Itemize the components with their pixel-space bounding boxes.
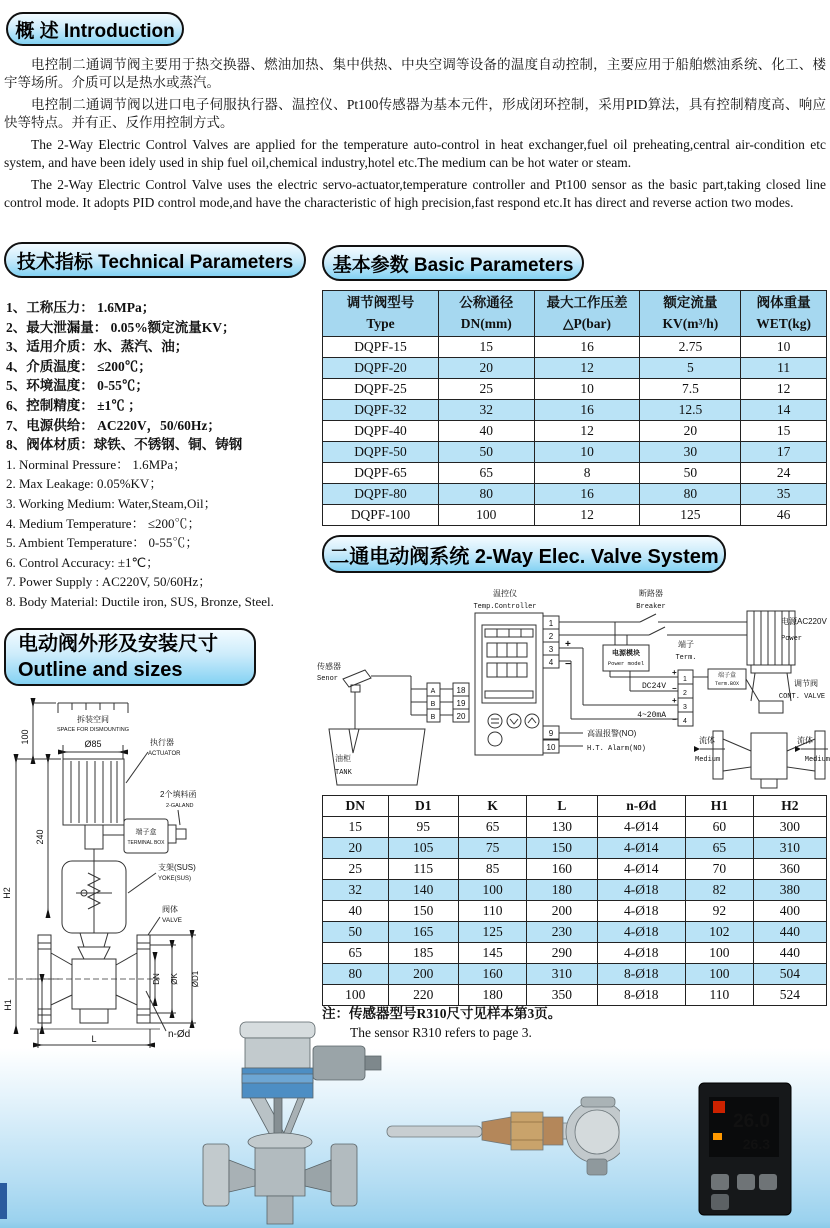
dim-nod: n-Ød: [168, 1029, 191, 1040]
table-cell: 100: [459, 880, 527, 901]
dim-dn: DN: [152, 973, 161, 985]
table-cell: 15: [741, 421, 827, 442]
section-title-text: 概 述 Introduction: [15, 20, 175, 42]
label-gland-zh: 2个填料函: [160, 790, 197, 799]
table-cell: 8-Ø18: [597, 985, 685, 1006]
label-minus-dc: −: [672, 684, 677, 693]
table-cell: 30: [640, 442, 741, 463]
table-cell: 100: [685, 964, 753, 985]
table-cell: 110: [459, 901, 527, 922]
col-header-dn: [438, 291, 534, 337]
tech-item-en: 3. Working Medium: Water,Steam,Oil；: [6, 495, 217, 511]
table-cell: 160: [527, 859, 598, 880]
section-title-basic-parameters: [322, 245, 584, 281]
label-yoke-en: YOKE(SUS): [158, 876, 192, 882]
sensor-photo: [385, 1095, 620, 1187]
tech-items-en: [6, 455, 314, 612]
table-row: [323, 985, 827, 1006]
table-row: [323, 505, 827, 526]
table-row: [323, 901, 827, 922]
table-cell: 310: [753, 838, 826, 859]
table-cell: 125: [459, 922, 527, 943]
label-plus-out: +: [565, 639, 571, 650]
table-row: [323, 442, 827, 463]
tech-item-en: 8. Body Material: Ductile iron, SUS, Bronze, Steel.: [6, 593, 274, 609]
table-cell: 80: [323, 964, 389, 985]
table-cell: 524: [753, 985, 826, 1006]
table-cell: DQPF-80: [323, 484, 439, 505]
table-cell: 150: [388, 901, 459, 922]
table-row: [323, 943, 827, 964]
col-header-wet: [741, 291, 827, 337]
table-row: [323, 922, 827, 943]
dim-dia85: Ø85: [84, 739, 102, 749]
intro-paragraph-en-1: The 2-Way Electric Control Valves are applied for the temperature auto-control in heat exchanger,fuel oil preheating,central air-condition etc system, and have been idely used in ship fuel oil,chemical industry,hotel etc.The medium can be hot water or steam.: [4, 137, 826, 170]
tech-item-zh: 8、阀体材质：球铁、不锈钢、铜、铸钢: [6, 437, 243, 453]
tech-item-zh: 4、介质温度： ≤200℃；: [6, 358, 152, 374]
tech-item-en: 5. Ambient Temperature： 0-55℃；: [6, 535, 199, 551]
outline-title-zh: 电动阀外形及安装尺寸: [18, 633, 218, 655]
strip-3: 3: [683, 704, 687, 711]
table-cell: 4-Ø14: [597, 859, 685, 880]
table-cell: 102: [685, 922, 753, 943]
dim-table-header-row: [323, 796, 827, 817]
table-cell: 92: [685, 901, 753, 922]
label-yoke-zh: 支架(SUS): [158, 863, 196, 872]
table-row: [323, 400, 827, 421]
table-cell: 200: [527, 901, 598, 922]
header-en: Type: [366, 315, 395, 331]
label-plus-dc: +: [672, 668, 677, 677]
table-cell: 400: [753, 901, 826, 922]
label-alarm-en: H.T. Alarm(NO): [587, 745, 646, 753]
header-zh: 调节阀型号: [346, 295, 415, 311]
table-cell: 50: [323, 922, 389, 943]
table-cell: 110: [685, 985, 753, 1006]
dim-col-header: H2: [753, 796, 826, 817]
table-cell: 25: [438, 379, 534, 400]
dimensions-table: [322, 795, 827, 1006]
table-cell: 7.5: [640, 379, 741, 400]
table-cell: 82: [685, 880, 753, 901]
table-row: [323, 817, 827, 838]
table-cell: 40: [438, 421, 534, 442]
label-dismount-zh: 拆装空间: [77, 715, 109, 724]
tech-item-zh: 6、控制精度： ±1℃ ；: [6, 397, 142, 413]
table-row: [323, 859, 827, 880]
section-title-valve-system: [322, 535, 726, 573]
label-term-zh: 端子: [678, 640, 694, 649]
terminal-4: 4: [548, 658, 554, 667]
tech-item-zh: 2、最大泄漏量： 0.05%额定流量KV；: [6, 319, 236, 335]
table-cell: 360: [753, 859, 826, 880]
strip-2: 2: [683, 690, 687, 697]
button-shift: [711, 1194, 729, 1210]
footnote-en: The sensor R310 refers to page 3.: [350, 1025, 532, 1040]
table-cell: 46: [741, 505, 827, 526]
table-cell: 165: [388, 922, 459, 943]
strip-4: 4: [683, 718, 687, 725]
table-cell: 10: [741, 337, 827, 358]
intro-paragraph-en-2: The 2-Way Electric Control Valve uses the electric servo-actuator,temperature controller and Pt100 sensor as the basic part,taking closed line control mode. It adopts PID control mode,and have the characteristic of high precision,fast respond etc.It has direct and reverse action two modes.: [4, 177, 826, 210]
label-sensor-zh: 传感器: [317, 662, 341, 671]
table-cell: 12.5: [640, 400, 741, 421]
table-cell: 230: [527, 922, 598, 943]
table-row: [323, 379, 827, 400]
label-power-module-en: Power model: [607, 660, 645, 667]
table-cell: 310: [527, 964, 598, 985]
footnote-zh: 注：传感器型号R310尺寸见样本第3页。: [322, 1006, 562, 1021]
table-cell: 12: [534, 358, 640, 379]
section-title-technical-parameters: [4, 242, 306, 278]
table-row: [323, 880, 827, 901]
table-cell: DQPF-50: [323, 442, 439, 463]
label-tbox-en: TERMINAL BOX: [127, 840, 165, 846]
table-cell: 115: [388, 859, 459, 880]
table-cell: 25: [323, 859, 389, 880]
table-cell: 65: [685, 838, 753, 859]
table-cell: 16: [534, 400, 640, 421]
terminal-10: 10: [546, 743, 556, 752]
label-dc24v: DC24V: [641, 682, 666, 691]
table-cell: 12: [741, 379, 827, 400]
table-cell: 12: [534, 421, 640, 442]
label-term-en: Term.: [675, 654, 697, 662]
tech-item-zh: 3、适用介质：水、蒸汽、油；: [6, 339, 189, 355]
col-header-kv: [640, 291, 741, 337]
table-cell: 24: [741, 463, 827, 484]
label-temp-controller-en: Temp.Controller: [473, 603, 537, 611]
terminal-20: 20: [456, 712, 466, 721]
tech-items-zh: [6, 298, 314, 455]
tech-item-zh: 1、工称压力： 1.6MPa；: [6, 300, 156, 315]
table-cell: DQPF-15: [323, 337, 439, 358]
table-cell: 440: [753, 922, 826, 943]
label-term-box-en: Term.BOX: [714, 681, 740, 687]
label-sensor-en: Senor: [317, 675, 339, 683]
table-cell: 125: [640, 505, 741, 526]
table-cell: 14: [741, 400, 827, 421]
dim-d1: ØD1: [191, 970, 200, 988]
table-cell: 140: [388, 880, 459, 901]
dim-h1: H1: [3, 999, 13, 1011]
table-cell: 100: [438, 505, 534, 526]
intro-paragraph-zh-1: 电控制二通调节阀主要用于热交换器、燃油加热、集中供热、中央空调等设备的温度自动控制，主要应用于船舶燃油系统、化工、楼宇等场所。介质可以是热水或蒸汽。: [4, 57, 826, 90]
dim-col-header: K: [459, 796, 527, 817]
label-medium-left-zh: 流体: [699, 736, 715, 745]
table-cell: 350: [527, 985, 598, 1006]
table-cell: 4-Ø18: [597, 922, 685, 943]
tech-item-zh: 7、电源供给： AC220V，50/60Hz；: [6, 417, 221, 433]
table-cell: 16: [534, 484, 640, 505]
table-cell: 200: [388, 964, 459, 985]
table-row: [323, 358, 827, 379]
table-cell: DQPF-40: [323, 421, 439, 442]
button-down: [737, 1174, 755, 1190]
wire-b1: B: [430, 701, 436, 708]
table-cell: 2.75: [640, 337, 741, 358]
table-cell: 8: [534, 463, 640, 484]
tech-item-en: 6. Control Accuracy: ±1℃；: [6, 554, 160, 570]
dim-col-header: DN: [323, 796, 389, 817]
basic-parameters-table: [322, 290, 827, 526]
label-tank-en: TANK: [335, 769, 352, 777]
table-row: [323, 964, 827, 985]
outline-drawing-svg: [0, 695, 317, 1065]
intro-paragraph-zh-2: 电控制二通调节阀以进口电子伺服执行器、温控仪、Pt100传感器为基本元件，形成闭环控制，采用PID算法，具有控制精度高、响应快等特点。并有正、反作用控制方式。: [4, 97, 826, 130]
label-medium-left-en: Medium: [695, 756, 721, 764]
display-pv: 26.0: [733, 1111, 770, 1132]
indicator-orange: [713, 1133, 722, 1140]
table-cell: 20: [640, 421, 741, 442]
table-cell: DQPF-65: [323, 463, 439, 484]
label-breaker-zh: 断路器: [639, 589, 663, 598]
table-cell: 80: [640, 484, 741, 505]
header-zh: 公称通径: [459, 295, 514, 311]
table-cell: 380: [753, 880, 826, 901]
table-cell: 5: [640, 358, 741, 379]
table-cell: 180: [527, 880, 598, 901]
label-gland-en: 2-GALAND: [166, 803, 194, 809]
table-row: [323, 484, 827, 505]
table-cell: 50: [438, 442, 534, 463]
table-cell: 17: [741, 442, 827, 463]
header-en: △P(bar): [563, 315, 611, 331]
table-cell: 300: [753, 817, 826, 838]
table-cell: 15: [323, 817, 389, 838]
section-title-outline: [4, 628, 256, 686]
table-cell: DQPF-20: [323, 358, 439, 379]
table-cell: 4-Ø18: [597, 880, 685, 901]
table-cell: 440: [753, 943, 826, 964]
outline-title-en: Outline and sizes: [18, 659, 183, 681]
introduction-text: [4, 56, 826, 216]
strip-1: 1: [683, 676, 687, 683]
label-power-module-zh: 电源模块: [612, 650, 640, 657]
col-header-dp: [534, 291, 640, 337]
terminal-19: 19: [456, 699, 466, 708]
table-cell: 16: [534, 337, 640, 358]
table-cell: 100: [323, 985, 389, 1006]
table-row: [323, 421, 827, 442]
table-cell: 4-Ø14: [597, 838, 685, 859]
table-cell: 11: [741, 358, 827, 379]
label-cont-valve-zh: 调节阀: [794, 679, 818, 688]
dim-col-header: D1: [388, 796, 459, 817]
wire-b2: B: [430, 714, 436, 721]
label-4-20ma: 4~20mA: [637, 711, 666, 720]
dim-table-body: [323, 817, 827, 1006]
section-title-text: 二通电动阀系统 2-Way Elec. Valve System: [329, 545, 719, 568]
table-cell: 145: [459, 943, 527, 964]
table-row: [323, 337, 827, 358]
table-cell: 85: [459, 859, 527, 880]
dim-col-header: H1: [685, 796, 753, 817]
table-cell: 220: [388, 985, 459, 1006]
page-edge-mark: [0, 1183, 7, 1219]
table-cell: 504: [753, 964, 826, 985]
basic-table-header-row: [323, 291, 827, 337]
label-term-box-zh: 端子盒: [717, 673, 737, 679]
table-cell: 20: [438, 358, 534, 379]
table-cell: 290: [527, 943, 598, 964]
tech-item-en: 7. Power Supply : AC220V, 50/60Hz；: [6, 574, 212, 590]
header-en: DN(mm): [460, 315, 512, 331]
table-row: [323, 838, 827, 859]
label-power-en: Power: [781, 635, 803, 643]
table-cell: 65: [323, 943, 389, 964]
label-medium-right-zh: 流体: [797, 736, 813, 745]
table-cell: 35: [741, 484, 827, 505]
table-cell: 4-Ø18: [597, 901, 685, 922]
header-zh: 额定流量: [663, 295, 718, 311]
tech-item-en: 1. Norminal Pressure： 1.6MPa；: [6, 456, 187, 472]
table-cell: 8-Ø18: [597, 964, 685, 985]
dim-h2: H2: [2, 887, 12, 899]
label-minus-ma: −: [672, 715, 677, 724]
tech-item-zh: 5、环境温度： 0-55℃；: [6, 378, 149, 394]
tech-item-en: 4. Medium Temperature： ≤200℃；: [6, 515, 201, 531]
table-cell: 10: [534, 379, 640, 400]
table-cell: 130: [527, 817, 598, 838]
label-body-en: VALVE: [162, 917, 182, 924]
section-title-text: 基本参数 Basic Parameters: [332, 254, 574, 276]
table-cell: 60: [685, 817, 753, 838]
dim-240: 240: [35, 829, 45, 845]
label-power-zh: 电源AC220V: [781, 617, 827, 626]
table-cell: 65: [459, 817, 527, 838]
table-cell: 100: [685, 943, 753, 964]
indicator-red: [713, 1101, 725, 1113]
table-cell: DQPF-100: [323, 505, 439, 526]
table-cell: 75: [459, 838, 527, 859]
header-zh: 阀体重量: [756, 295, 811, 311]
dim-col-header: n-Ød: [597, 796, 685, 817]
table-cell: 20: [323, 838, 389, 859]
table-cell: 65: [438, 463, 534, 484]
dim-col-header: L: [527, 796, 598, 817]
label-tbox-zh: 端子盒: [135, 829, 157, 836]
label-actuator-zh: 执行器: [150, 738, 174, 747]
table-cell: 150: [527, 838, 598, 859]
button-up: [759, 1174, 777, 1190]
header-en: KV(m³/h): [662, 315, 719, 331]
dim-100: 100: [20, 729, 30, 745]
table-cell: 4-Ø18: [597, 943, 685, 964]
table-cell: 4-Ø14: [597, 817, 685, 838]
terminal-3: 3: [548, 645, 554, 654]
tech-item-en: 2. Max Leakage: 0.05%KV；: [6, 476, 163, 492]
section-title-text: 技术指标 Technical Parameters: [16, 251, 294, 273]
label-breaker-en: Breaker: [636, 603, 666, 611]
col-header-type: [323, 291, 439, 337]
dim-l: L: [91, 1034, 97, 1044]
label-minus-out: −: [565, 659, 571, 670]
label-tank-zh: 油柜: [335, 754, 351, 763]
table-cell: 95: [388, 817, 459, 838]
label-cont-valve-en: CONT. VALVE: [778, 693, 826, 701]
wire-a: A: [430, 688, 436, 695]
table-cell: 15: [438, 337, 534, 358]
header-zh: 最大工作压差: [546, 295, 628, 311]
table-cell: 32: [323, 880, 389, 901]
table-cell: DQPF-25: [323, 379, 439, 400]
table-cell: 32: [438, 400, 534, 421]
valve-photo: [195, 1020, 390, 1228]
table-cell: 50: [640, 463, 741, 484]
section-title-introduction: [6, 12, 184, 46]
table-cell: 160: [459, 964, 527, 985]
label-plus-ma: +: [672, 696, 677, 705]
dim-k: ØK: [170, 973, 179, 985]
technical-parameters-list: [6, 298, 314, 612]
header-en: WET(kg): [756, 315, 812, 331]
label-actuator-en: ACTUATOR: [148, 751, 181, 757]
basic-table-body: [323, 337, 827, 526]
label-body-zh: 阀体: [162, 905, 178, 914]
table-cell: DQPF-32: [323, 400, 439, 421]
table-row: [323, 463, 827, 484]
label-temp-controller-zh: 温控仪: [493, 589, 517, 598]
system-diagram-svg: [315, 583, 830, 795]
table-cell: 180: [459, 985, 527, 1006]
table-cell: 12: [534, 505, 640, 526]
table-cell: 10: [534, 442, 640, 463]
table-cell: 70: [685, 859, 753, 880]
display-sv: 26.3: [742, 1136, 770, 1152]
terminal-2: 2: [548, 632, 554, 641]
terminal-1: 1: [548, 619, 554, 628]
button-set: [711, 1174, 729, 1190]
table-cell: 185: [388, 943, 459, 964]
label-alarm-zh: 高温报警(NO): [587, 729, 637, 738]
terminal-18: 18: [456, 686, 466, 695]
table-cell: 105: [388, 838, 459, 859]
table-cell: 80: [438, 484, 534, 505]
label-dismount-en: SPACE FOR DISMOUNTING: [56, 727, 130, 733]
table-cell: 40: [323, 901, 389, 922]
terminal-9: 9: [548, 729, 554, 738]
controller-photo: [698, 1082, 792, 1216]
label-medium-right-en: Medium: [804, 756, 830, 764]
